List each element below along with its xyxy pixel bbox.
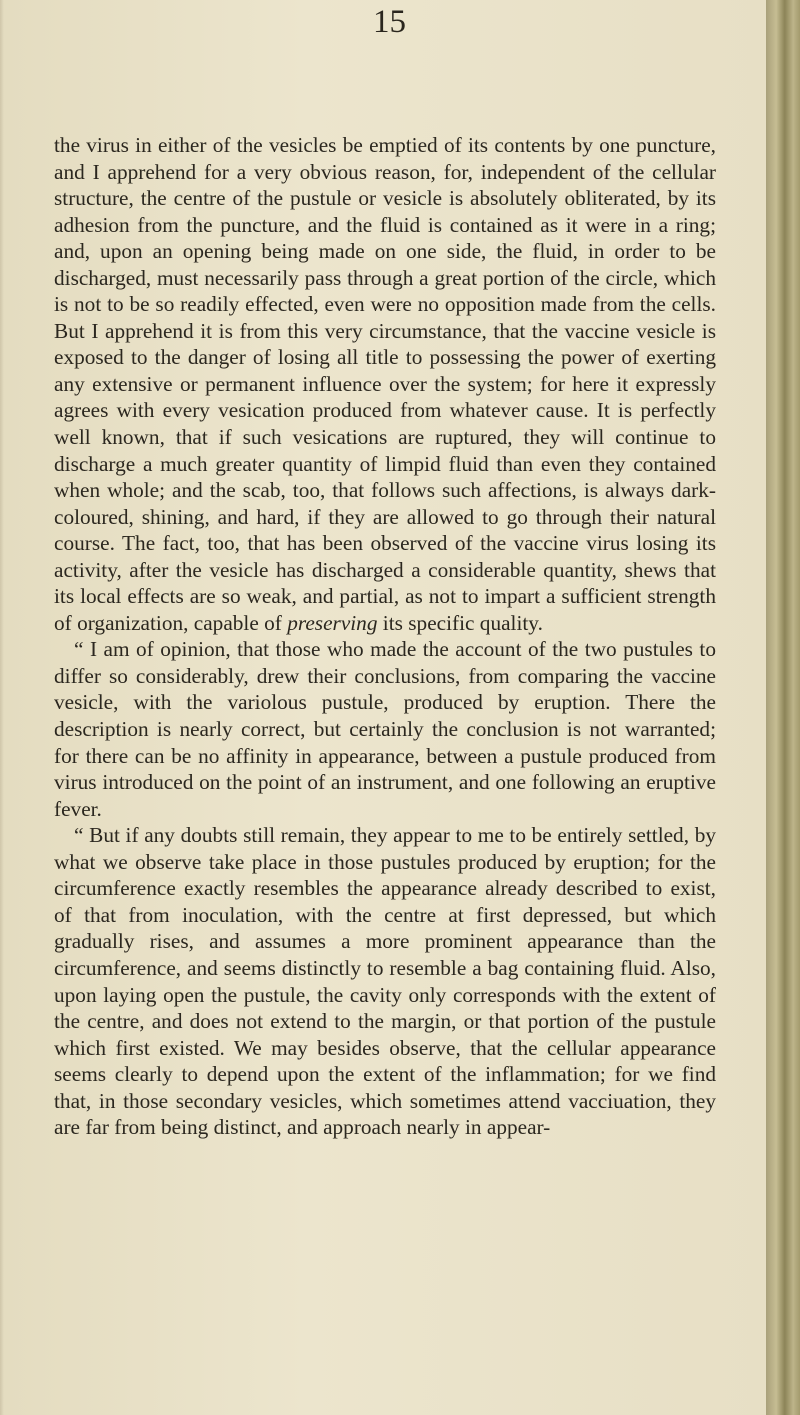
page-number: 15 (373, 4, 406, 40)
page-gutter (0, 0, 4, 1415)
paragraph-3-text: “ But if any doubts still remain, they appear to me to be entirely settled, by what we observe take place in those pustules produced by eruption; for the circumference exactly resembles the appearance already described to exist, of that from inoculation, with the centre at first depressed, but which gradually rises, and assumes a more prominent appearance than the circumference, and seems distinctly to resemble a bag containing fluid. Also, upon laying open the pustule, the cavity only corresponds with the extent of the centre, and does not extend to the margin, or that portion of the pustule which first existed. We may besides observe, that the cellular appearance seems clearly to depend upon the extent of the inflammation; for we find that, in those secondary vesicles, which sometimes attend vacciuation, they are far from being distinct, and approach nearly in appear- (54, 823, 716, 1140)
body-text (54, 132, 716, 1141)
book-edge (766, 0, 800, 1415)
paragraph-2-text: “ I am of opinion, that those who made the account of the two pustules to differ so considerably, drew their conclusions, from comparing the vaccine vesicle, with the variolous pustule, produced by eruption. There the description is nearly correct, but certainly the conclusion is not warranted; for there can be no affinity in appearance, between a pustule produced from virus introduced on the point of an instrument, and one following an eruptive fever. (54, 637, 716, 821)
paragraph-1 (54, 132, 716, 636)
paragraph-1-text: the virus in either of the vesicles be emptied of its contents by one puncture, and I apprehend for a very obvious reason, for, independent of the cellular structure, the centre of the pustule or vesicle is absolutely obliterated, by its adhesion from the puncture, and the fluid is contained as it were in a ring; and, upon an opening being made on one side, the fluid, in order to be discharged, must necessarily pass through a great portion of the circle, which is not to be so readily effected, even were no opposition made from the cells. But I apprehend it is from this very circumstance, that the vaccine vesicle is exposed to the danger of losing all title to possessing the power of exerting any extensive or permanent influence over the system; for here it expressly agrees with every vesication produced from whatever cause. It is perfectly well known, that if such vesications are ruptured, they will continue to discharge a much greater quantity of limpid fluid than even they contained when whole; and the scab, too, that follows such affections, is always dark-coloured, shining, and hard, if they are allowed to go through their natural course. The fact, too, that has been observed of the vaccine virus losing its activity, after the vesicle has discharged a considerable quantity, shews that its local effects are so weak, and partial, as not to impart a sufficient strength of organization, capable of (54, 133, 716, 635)
paragraph-3 (54, 822, 716, 1141)
emphasis-preserving: preserving (287, 610, 378, 635)
paragraph-2 (54, 636, 716, 822)
paragraph-1-text-end: its specific quality. (377, 610, 543, 635)
